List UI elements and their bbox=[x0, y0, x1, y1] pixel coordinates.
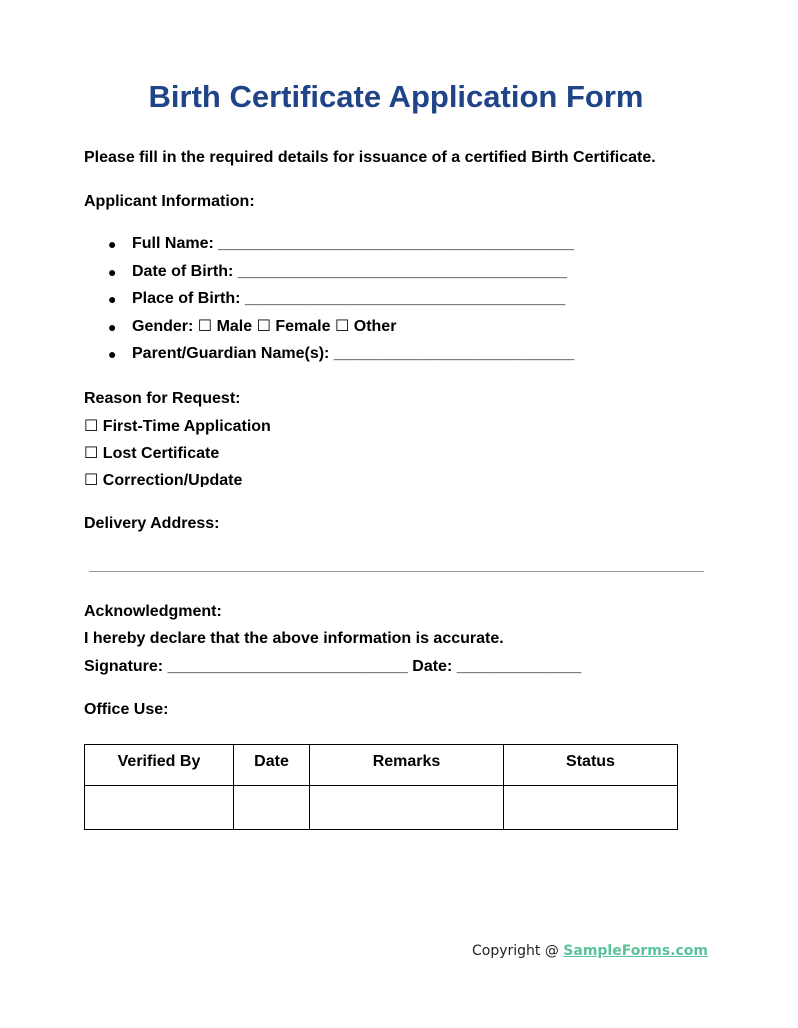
reason-heading: Reason for Request: bbox=[84, 390, 241, 407]
delivery-heading: Delivery Address: bbox=[84, 515, 220, 532]
copyright-footer bbox=[0, 941, 708, 961]
office-use-heading: Office Use: bbox=[84, 701, 169, 718]
delivery-address-line[interactable] bbox=[89, 571, 704, 572]
field-label: Place of Birth: ____________________________________ bbox=[132, 290, 566, 307]
field-label: Parent/Guardian Name(s): ___________________________ bbox=[132, 345, 575, 362]
table-header-row bbox=[85, 745, 678, 786]
copyright-text: Copyright @ bbox=[471, 943, 564, 959]
acknowledgment-heading: Acknowledgment: bbox=[84, 603, 222, 620]
place-of-birth-field[interactable] bbox=[108, 289, 574, 317]
page-title: Birth Certificate Application Form bbox=[148, 79, 644, 114]
signature-date-line[interactable]: Signature: ___________________________ Date: ______________ bbox=[84, 658, 582, 675]
reason-option-lost[interactable]: ☐ Lost Certificate bbox=[84, 445, 220, 462]
verified-by-cell[interactable] bbox=[85, 786, 234, 830]
bullet-icon: ● bbox=[108, 263, 117, 280]
parent-guardian-field[interactable] bbox=[108, 344, 574, 372]
reason-option-clip bbox=[84, 470, 384, 487]
column-header-date: Date bbox=[234, 745, 310, 786]
field-label: Full Name: ________________________________________ bbox=[132, 235, 575, 252]
bullet-icon: ● bbox=[108, 291, 117, 307]
bullet-icon: ● bbox=[108, 318, 117, 335]
bullet-icon: ● bbox=[108, 346, 117, 362]
field-label: Gender: ☐ Male ☐ Female ☐ Other bbox=[132, 317, 397, 335]
column-header-verified-by: Verified By bbox=[85, 745, 234, 786]
table-row bbox=[85, 786, 678, 830]
remarks-cell[interactable] bbox=[310, 786, 504, 830]
date-of-birth-field[interactable] bbox=[108, 262, 574, 290]
column-header-remarks: Remarks bbox=[310, 745, 504, 786]
applicant-heading: Applicant Information: bbox=[84, 193, 255, 210]
field-label: Date of Birth: _____________________________________ bbox=[132, 262, 568, 280]
acknowledgment-statement: I hereby declare that the above information is accurate. bbox=[84, 630, 504, 647]
bullet-icon: ● bbox=[108, 236, 117, 252]
status-cell[interactable] bbox=[504, 786, 678, 830]
reason-option-first-time[interactable]: ☐ First-Time Application bbox=[84, 418, 271, 435]
sampleforms-link[interactable]: SampleForms.com bbox=[563, 943, 708, 959]
column-header-status: Status bbox=[504, 745, 678, 786]
office-use-table bbox=[84, 744, 678, 830]
full-name-field[interactable] bbox=[108, 234, 574, 262]
applicant-field-list bbox=[108, 234, 574, 372]
reason-option-correction[interactable]: ☐ Correction/Update bbox=[84, 472, 243, 487]
date-cell[interactable] bbox=[234, 786, 310, 830]
intro-text: Please fill in the required details for issuance of a certified Birth Certificate. bbox=[84, 149, 656, 166]
gender-field[interactable] bbox=[108, 317, 574, 345]
